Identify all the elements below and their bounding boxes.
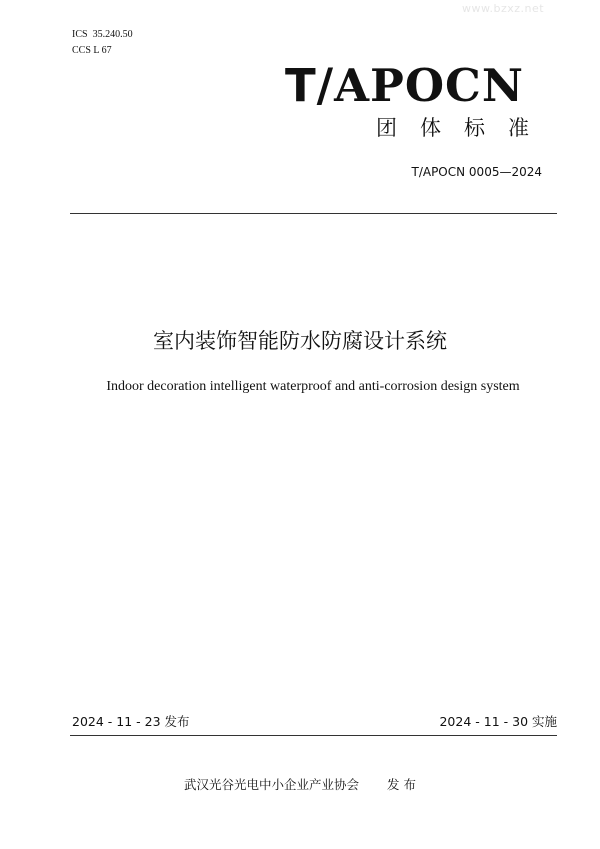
publisher-line [0,777,600,793]
document-title-chinese: 室内装饰智能防水防腐设计系统 [153,329,447,353]
bottom-divider [70,735,557,736]
publisher-name: 武汉光谷光电中小企业产业协会 [184,777,360,792]
logo-prefix: T/ [284,59,335,112]
ics-classification [72,28,133,42]
ics-code: 35.240.50 [92,29,133,40]
implementation-date: 2024 - 11 - 30 实施 [439,714,557,729]
watermark: www.bzxz.net [462,2,545,15]
document-title-english: Indoor decoration intelligent waterproof and anti-corrosion design system [106,379,520,394]
ccs-code: L 67 [93,45,112,56]
logo-name: APOCN [334,59,524,112]
top-divider [70,213,557,214]
standard-kind: 团体标准 [376,116,552,140]
organization-logo [285,60,524,112]
issue-date: 2024 - 11 - 23 发布 [72,714,190,729]
standard-number: T/APOCN 0005—2024 [411,165,542,179]
ccs-classification [72,44,112,58]
publisher-action: 发 布 [387,777,416,792]
ics-label: ICS [72,29,88,40]
ccs-label: CCS [72,45,91,56]
